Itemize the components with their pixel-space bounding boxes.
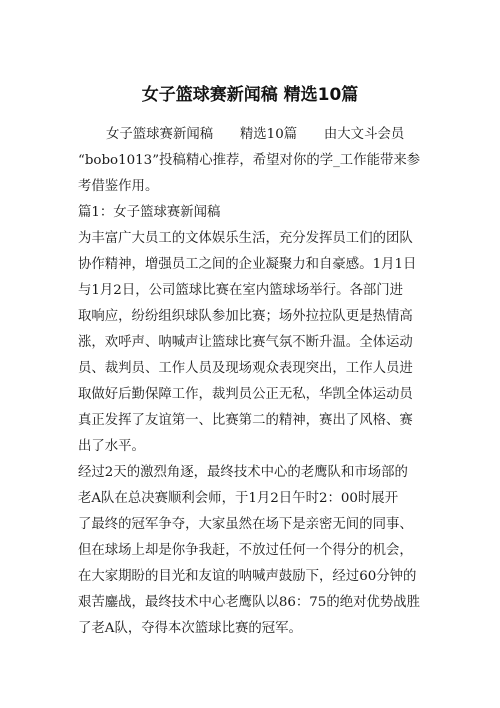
paragraph-line: 了老A队，夺得本次篮球比赛的冠军。	[78, 621, 302, 636]
paragraph-line: 取响应，纷纷组织球队参加比赛；场外拉拉队更是热情高	[78, 309, 413, 324]
document-body	[78, 122, 438, 642]
paragraph-line: 艰苦鏖战，最终技术中心老鹰队以86：75的绝对优势战胜	[78, 595, 421, 610]
paragraph-line: 但在球场上却是你争我赶，不放过任何一个得分的机会，	[78, 543, 413, 558]
paragraph-line: 老A队在总决赛顺利会师，于1月2日午时2：00时展开	[78, 491, 399, 506]
document-title: 女子篮球赛新闻稿 精选10篇	[141, 85, 359, 105]
paragraph-line: 经过2天的激烈角逐，最终技术中心的老鹰队和市场部的	[78, 465, 408, 480]
section-heading: 篇1：女子篮球赛新闻稿	[78, 205, 221, 220]
paragraph-line: 取做好后勤保障工作，裁判员公正无私，华凯全体运动员	[78, 387, 413, 402]
paragraph-line: 在大家期盼的目光和友谊的呐喊声鼓励下，经过60分钟的	[78, 569, 417, 584]
intro-line: 考借鉴作用。	[78, 179, 159, 194]
paragraph-line: 协作精神，增强员工之间的企业凝聚力和自豪感。1月1日	[78, 257, 417, 272]
paragraph-line: 员、裁判员、工作人员及现场观众表现突出，工作人员进	[78, 361, 413, 376]
intro-line: “bobo1013”投稿精心推荐，希望对你的学_工作能带来参	[78, 153, 421, 168]
paragraph-line: 出了水平。	[78, 439, 145, 454]
paragraph-line: 真正发挥了友谊第一、比赛第二的精神，赛出了风格、赛	[78, 413, 413, 428]
paragraph-line: 了最终的冠军争夺，大家虽然在场下是亲密无间的同事、	[78, 517, 413, 532]
intro-line: 女子篮球赛新闻稿 精选10篇 由大文斗会员	[106, 127, 405, 142]
paragraph-line: 为丰富广大员工的文体娱乐生活，充分发挥员工们的团队	[78, 231, 413, 246]
paragraph-line: 涨，欢呼声、呐喊声让篮球比赛气氛不断升温。全体运动	[78, 335, 413, 350]
paragraph-line: 与1月2日，公司篮球比赛在室内篮球场举行。各部门进	[78, 283, 404, 298]
